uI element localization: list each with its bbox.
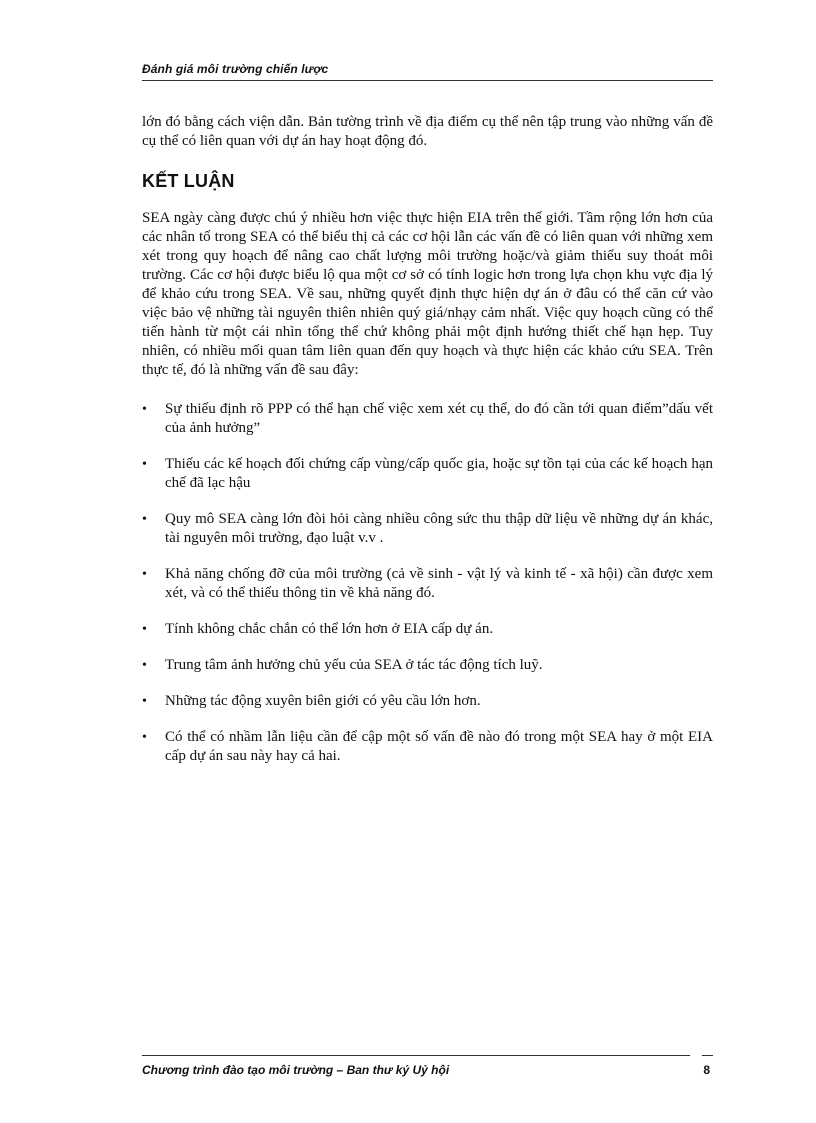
bullet-icon: • [142, 658, 147, 673]
footer-divider-short [702, 1055, 713, 1056]
list-item [142, 510, 713, 548]
intro-paragraph: lớn đó bằng cách viện dẫn. Bản tường trình về địa điểm cụ thể nên tập trung vào những vấn đề cụ thể có liên quan với dự án hay hoạt động đó. [142, 114, 713, 149]
list-item [142, 400, 713, 438]
list-item-text: Quy mô SEA càng lớn đòi hỏi càng nhiều công sức thu thập dữ liệu về những dự án khác, tài nguyên môi trường, đạo luật v.v . [165, 511, 713, 546]
list-item [142, 455, 713, 493]
list-item [142, 692, 713, 711]
list-item-text: Tính không chắc chắn có thể lớn hơn ở EIA cấp dự án. [165, 621, 494, 637]
header-title: Đánh giá môi trường chiến lược [142, 62, 329, 76]
list-item-text: Trung tâm ảnh hưởng chủ yếu của SEA ở tác tác động tích luỹ. [165, 657, 543, 673]
list-item [142, 728, 713, 766]
bullet-icon: • [142, 567, 147, 582]
bullet-icon: • [142, 512, 147, 527]
section-heading: KẾT LUẬN [142, 171, 235, 191]
page-number: 8 [703, 1063, 710, 1077]
footer-divider [142, 1055, 690, 1056]
bullet-icon: • [142, 457, 147, 472]
list-item [142, 620, 713, 639]
bullet-list [142, 400, 713, 766]
conclusion-paragraph: SEA ngày càng được chú ý nhiều hơn việc thực hiện EIA trên thế giới. Tầm rộng lớn hơn của các nhân tố trong SEA có thể biểu thị cả các cơ hội lẫn các vấn đề có liên quan với những xem xét trong quy hoạch để nâng cao chất lượng môi trường hoặc/và giảm thiểu suy thoát môi trường. Các cơ hội được biểu lộ qua một cơ sở có tính logic hơn trong lựa chọn khu vực địa lý để khảo cứu trong SEA. Về sau, những quyết định thực hiện dự án ở đâu có thể căn cứ vào việc bảo vệ những tài nguyên thiên nhiên quý giá/nhạy cảm nhất. Việc quy hoạch cũng có thể tiến hành từ một cái nhìn tổng thể chứ không phải một định hướng thiết chế hạn hẹp. Tuy nhiên, có nhiều mối quan tâm liên quan đến quy hoạch và thực hiện các khảo cứu SEA. Trên thực tế, đó là những vấn đề sau đây: [142, 210, 713, 378]
list-item [142, 656, 713, 675]
bullet-icon: • [142, 730, 147, 745]
list-item-text: Có thể có nhầm lẫn liệu cần để cập một số vấn đề nào đó trong một SEA hay ở một EIA cấp dự án sau này hay cả hai. [165, 729, 713, 764]
bullet-icon: • [142, 694, 147, 709]
bullet-icon: • [142, 402, 147, 417]
list-item-text: Khả năng chống đỡ của môi trường (cả về sinh - vật lý và kinh tế - xã hội) cần được xem xét, và có thể thiếu thông tin về khả năng đó. [165, 566, 713, 601]
footer-title: Chương trình đào tạo môi trường – Ban thư ký Uỷ hội [142, 1063, 450, 1077]
bullet-icon: • [142, 622, 147, 637]
list-item-text: Thiếu các kế hoạch đối chứng cấp vùng/cấp quốc gia, hoặc sự tồn tại của các kế hoạch hạn chế đã lạc hậu [165, 456, 713, 491]
page-header [142, 60, 713, 81]
list-item-text: Sự thiếu định rõ PPP có thể hạn chế việc xem xét cụ thể, do đó cần tới quan điểm”dấu vết của ảnh hưởng” [165, 401, 713, 436]
list-item-text: Những tác động xuyên biên giới có yêu cầu lớn hơn. [165, 693, 481, 709]
list-item [142, 565, 713, 603]
page-content [142, 113, 713, 783]
